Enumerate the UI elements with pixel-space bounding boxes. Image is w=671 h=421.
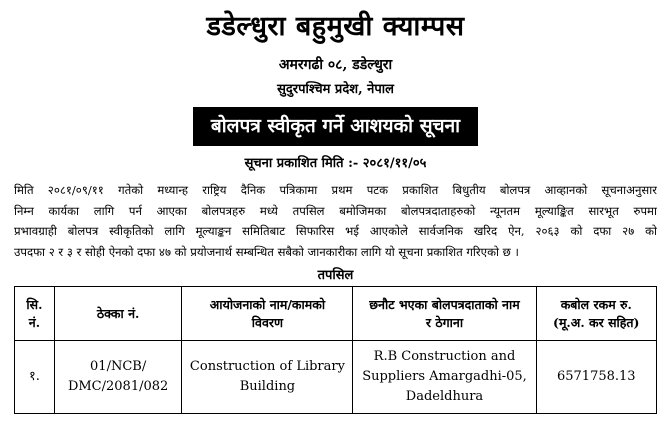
cell-project-line: Building bbox=[239, 379, 296, 394]
cell-bidder bbox=[353, 341, 536, 414]
cell-contract-line: 01/NCB/ bbox=[90, 359, 147, 374]
header-bidder-line: र ठेगाना bbox=[425, 314, 464, 330]
campus-province: सुदुरपश्चिम प्रदेश, नेपाल bbox=[277, 82, 394, 97]
cell-bidder-line: R.B Construction and bbox=[373, 349, 516, 364]
published-date: सूचना प्रकाशित मिति :- २०८१/११/०५ bbox=[244, 156, 427, 171]
header-bidder bbox=[353, 287, 536, 341]
notice-banner: बोलपत्र स्वीकृत गर्ने आशयको सूचना bbox=[193, 107, 478, 146]
campus-address: अमरगढी ०८, डडेल्धुरा bbox=[278, 57, 393, 73]
header-amount bbox=[536, 287, 656, 341]
header-amount-line: (मू.अ. कर सहित) bbox=[553, 314, 640, 330]
cell-project-line: Construction of Library bbox=[189, 359, 345, 374]
header-bidder-line: छनौट भएका बोलपत्रदाताको नाम bbox=[369, 296, 520, 312]
header-project bbox=[182, 287, 353, 341]
cell-contract-line: DMC/2081/082 bbox=[67, 379, 169, 394]
body-line: निम्न कार्यका लागि पर्न आएका बोलपत्रहरु मध्ये तपसिल बमोजिमका बोलपत्रदाताहरुको न्यूनतम मूल्याङ्कित सारभूत रुपमा bbox=[14, 203, 657, 218]
header-contract-line: ठेक्का नं. bbox=[96, 305, 140, 321]
header-amount-line: कबोल रकम रु. bbox=[560, 296, 632, 312]
header-sn-line: नं. bbox=[28, 314, 41, 330]
header-project-line: आयोजनाको नाम/कामको bbox=[209, 296, 326, 312]
cell-bidder-line: Dadeldhura bbox=[405, 389, 484, 404]
table-header-row bbox=[15, 287, 657, 341]
cell-project bbox=[182, 341, 353, 414]
body-line: मिति २०८१/०९/११ गतेको मध्यान्ह राष्ट्रिय दैनिक पत्रिकामा प्रथम पटक प्रकाशित बिधुतीय बोलपत्र आव्हानको सूचनाअनुसार bbox=[14, 183, 657, 197]
header-sn bbox=[15, 287, 55, 341]
cell-bidder-line: Suppliers Amargadhi-05, bbox=[362, 369, 527, 384]
campus-title: डडेल्धुरा बहुमुखी क्याम्पस bbox=[206, 11, 465, 42]
table-caption: तपसिल bbox=[317, 268, 354, 283]
cell-contract bbox=[54, 341, 182, 414]
cell-amount: 6571758.13 bbox=[536, 341, 656, 414]
banner-wrap bbox=[0, 107, 671, 146]
cell-sn: १. bbox=[15, 341, 55, 414]
header-contract bbox=[54, 287, 182, 341]
details-table bbox=[14, 286, 657, 414]
header-sn-line: सि. bbox=[26, 296, 43, 312]
header-project-line: विवरण bbox=[251, 314, 284, 330]
notice-body bbox=[14, 180, 657, 262]
table-row bbox=[15, 341, 657, 414]
body-line: प्रभावग्राही बोलपत्र स्वीकृतिको लागि मूल्याङ्कन समितिबाट सिफारिस भई आएकोले सार्वजनिक खरिद ऐन, २०६३ को दफा २७ को bbox=[14, 224, 657, 238]
body-line: उपदफा २ र ३ र सोही ऐनको दफा ४७ को प्रयोजनार्थ सम्बन्धित सबैको जानकारीका लागि यो सूचना प्रकाशित गरिएको छ । bbox=[14, 244, 519, 259]
